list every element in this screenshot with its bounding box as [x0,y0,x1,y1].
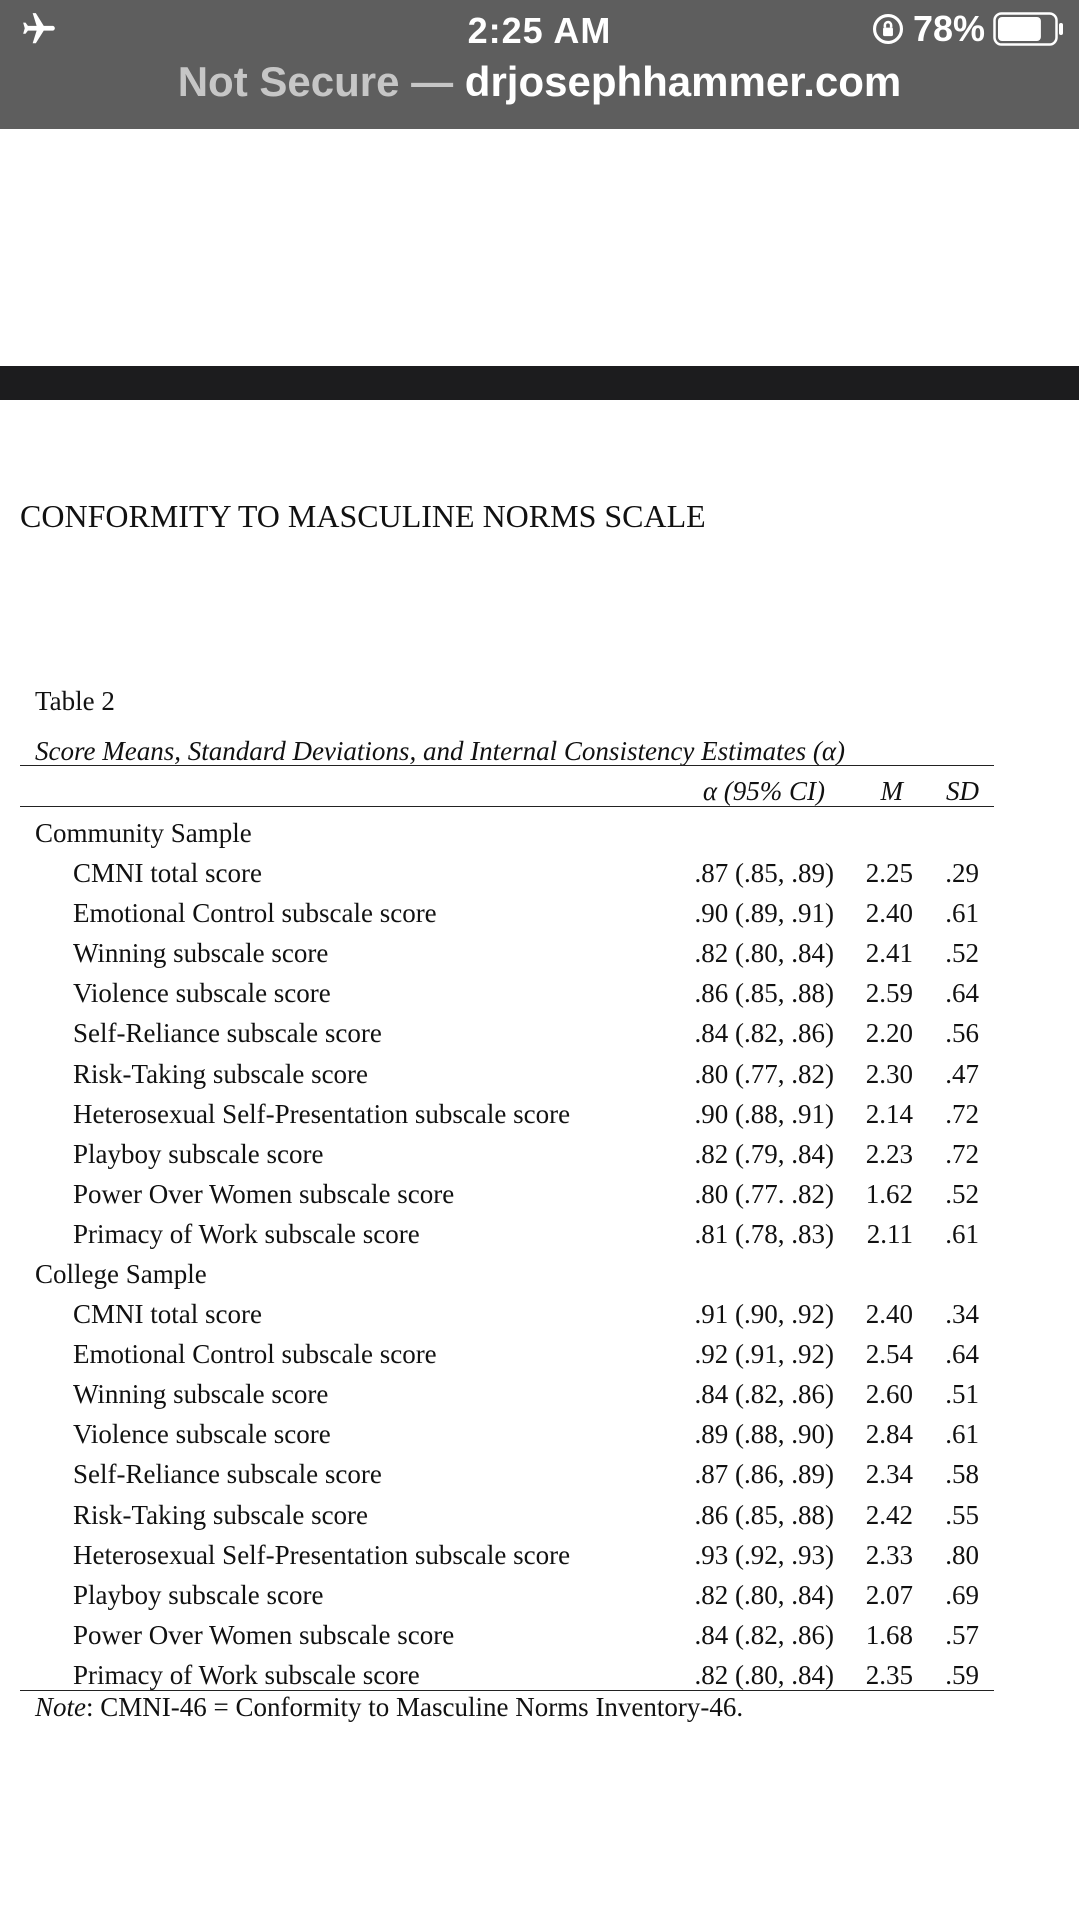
table-row [0,938,1079,978]
row-mean: 2.14 [865,1098,913,1129]
row-sd: .56 [945,1018,979,1049]
table-row [0,1139,1079,1179]
battery-percent: 78% [912,8,985,49]
site-domain: drjosephhammer.com [464,58,902,105]
table-row [0,898,1079,938]
row-sd: .57 [945,1619,979,1650]
row-label: Primacy of Work subscale score [73,1218,420,1249]
security-label: Not Secure [177,58,400,105]
row-sd: .72 [945,1098,979,1129]
row-mean: 2.35 [865,1659,913,1690]
row-mean: 2.84 [865,1419,913,1450]
row-alpha-ci: .91 (.90, .92) [694,1299,834,1329]
row-mean: 2.33 [865,1539,913,1570]
row-label: Playboy subscale score [73,1138,324,1169]
row-label: Power Over Women subscale score [73,1178,455,1209]
table-bottom-rule [20,1690,994,1691]
row-label: Playboy subscale score [73,1579,324,1610]
row-alpha-ci: .90 (.88, .91) [694,1098,834,1129]
row-label: Primacy of Work subscale score [73,1659,420,1690]
note-label: Note [35,1692,86,1722]
row-mean: 2.60 [865,1379,913,1410]
row-mean: 2.41 [865,938,913,969]
address-bar[interactable] [0,58,1079,106]
row-sd: .64 [945,1339,979,1370]
row-alpha-ci: .82 (.80, .84) [694,1579,834,1610]
browser-top-bar [0,0,1079,129]
row-sd: .52 [945,938,979,969]
row-alpha-ci: .82 (.80, .84) [694,1659,834,1690]
row-label: Heterosexual Self-Presentation subscale score [73,1098,571,1129]
row-mean: 2.59 [865,978,913,1009]
row-alpha-ci: .92 (.91, .92) [694,1339,834,1370]
row-sd: .51 [945,1379,979,1410]
row-sd: .47 [945,1058,979,1089]
row-mean: 1.68 [865,1619,913,1650]
row-sd: .69 [945,1579,979,1610]
row-mean: 2.54 [865,1339,913,1370]
status-right-group [871,10,1065,48]
row-sd: .34 [945,1299,979,1329]
table-row [0,1419,1079,1459]
row-label: Winning subscale score [73,938,329,969]
page-dark-band [0,366,1079,400]
row-mean: 2.40 [865,1299,913,1329]
row-label: Heterosexual Self-Presentation subscale score [73,1539,571,1570]
table-label: Table 2 [35,686,115,716]
row-alpha-ci: .84 (.82, .86) [694,1379,834,1410]
row-mean: 2.34 [865,1459,913,1490]
row-mean: 2.23 [865,1138,913,1169]
row-label: Power Over Women subscale score [73,1619,455,1650]
row-sd: .58 [945,1459,979,1490]
note-text: : CMNI-46 = Conformity to Masculine Norms Inventory-46. [86,1692,744,1722]
document-title: CONFORMITY TO MASCULINE NORMS SCALE [20,498,706,534]
row-alpha-ci: .82 (.79, .84) [694,1138,834,1169]
row-label: Violence subscale score [73,1419,331,1450]
row-sd: .61 [945,1419,979,1450]
row-sd: .29 [945,858,979,888]
header-bottom-rule [20,806,994,807]
row-label: Winning subscale score [73,1379,329,1410]
row-alpha-ci: .84 (.82, .86) [694,1619,834,1650]
row-alpha-ci: .90 (.89, .91) [694,898,834,929]
row-label: Risk-Taking subscale score [73,1058,369,1089]
row-label: Self-Reliance subscale score [73,1459,382,1490]
row-label: Self-Reliance subscale score [73,1018,382,1049]
table-row [0,858,1079,898]
row-alpha-ci: .80 (.77. .82) [694,1178,834,1209]
row-sd: .55 [945,1499,979,1530]
row-mean: 2.42 [865,1499,913,1530]
table-row [0,1219,1079,1259]
section-label-community: Community Sample [35,818,252,848]
row-sd: .52 [945,1178,979,1209]
table-row [0,1580,1079,1620]
table-caption: Score Means, Standard Deviations, and Internal Consistency Estimates (α) [35,736,846,766]
row-mean: 2.20 [865,1018,913,1049]
status-time: 2:25 AM [467,10,612,51]
row-label: Violence subscale score [73,978,331,1009]
row-label: CMNI total score [73,1299,262,1329]
row-mean: 2.25 [865,858,913,888]
section-label-college: College Sample [35,1259,207,1289]
row-label: Emotional Control subscale score [73,898,437,929]
row-sd: .61 [945,898,979,929]
column-header-sd: SD [946,776,979,806]
row-alpha-ci: .80 (.77, .82) [694,1058,834,1089]
table-row [0,1099,1079,1139]
table-row [0,1018,1079,1058]
column-header-alpha: α (95% CI) [702,776,825,806]
rotation-lock-icon [871,12,905,46]
row-mean: 2.11 [866,1218,913,1249]
row-mean: 2.40 [865,898,913,929]
row-alpha-ci: .87 (.85, .89) [694,858,834,888]
table-row [0,1500,1079,1540]
table-row [0,1459,1079,1499]
row-alpha-ci: .86 (.85, .88) [694,1499,834,1530]
table-row [0,1339,1079,1379]
row-label: Risk-Taking subscale score [73,1499,369,1530]
table-row [0,1179,1079,1219]
table-note [35,1692,743,1723]
table-top-rule [20,765,994,766]
row-mean: 2.07 [865,1579,913,1610]
row-mean: 1.62 [865,1178,913,1209]
row-alpha-ci: .86 (.85, .88) [694,978,834,1009]
table-row [0,1059,1079,1099]
row-mean: 2.30 [865,1058,913,1089]
row-sd: .61 [945,1218,979,1249]
table-row [0,1379,1079,1419]
table-row [0,978,1079,1018]
row-alpha-ci: .87 (.86, .89) [694,1459,834,1490]
row-sd: .80 [945,1539,979,1570]
row-label: Emotional Control subscale score [73,1339,437,1370]
row-alpha-ci: .81 (.78, .83) [694,1218,834,1249]
row-label: CMNI total score [73,858,262,888]
row-alpha-ci: .93 (.92, .93) [694,1539,834,1570]
battery-icon [993,12,1065,46]
row-sd: .64 [945,978,979,1009]
row-alpha-ci: .89 (.88, .90) [694,1419,834,1450]
row-sd: .59 [945,1659,979,1690]
address-separator: — [411,58,454,105]
row-alpha-ci: .82 (.80, .84) [694,938,834,969]
row-alpha-ci: .84 (.82, .86) [694,1018,834,1049]
table-row [0,1540,1079,1580]
column-header-m: M [880,776,903,806]
table-row [0,1620,1079,1660]
row-sd: .72 [945,1138,979,1169]
table-row [0,1299,1079,1339]
